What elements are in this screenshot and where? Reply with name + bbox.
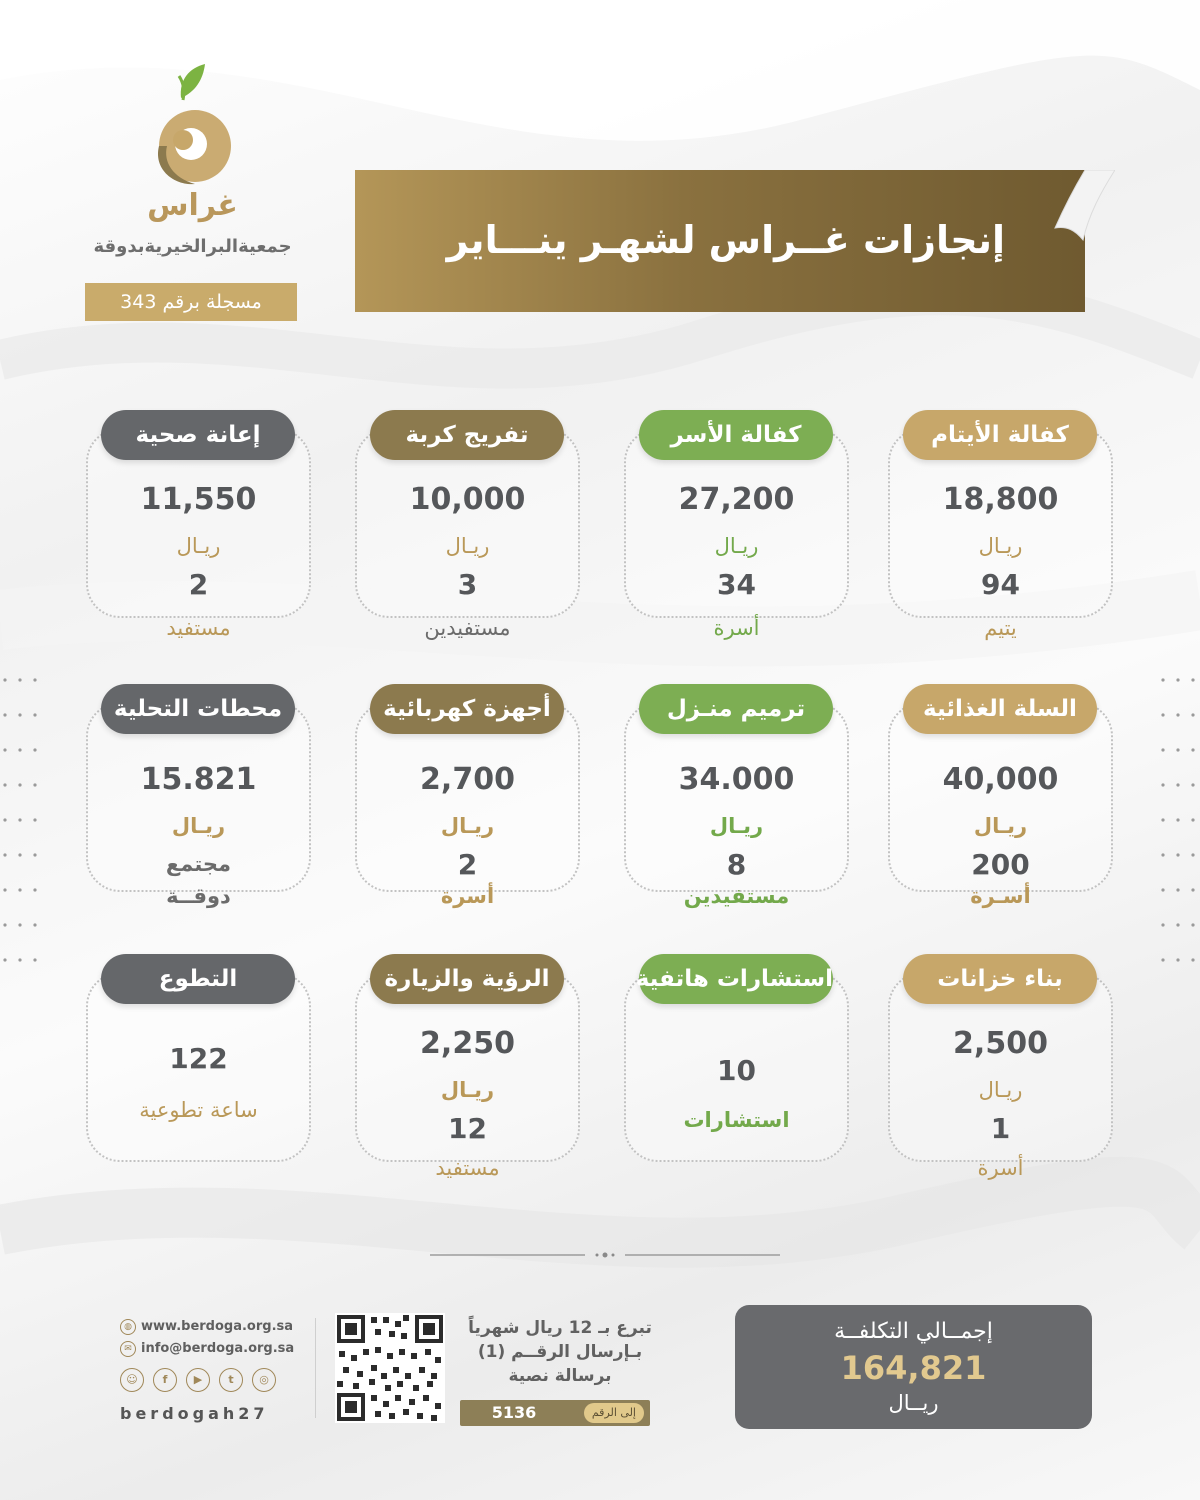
footer-separator — [315, 1318, 316, 1418]
social-icons — [120, 1368, 300, 1396]
ornament-divider — [430, 1252, 780, 1258]
card-title: إعانة صحية — [101, 410, 295, 460]
card-title: ترميم منـزل — [639, 684, 833, 734]
dot-pattern-right — [1155, 675, 1200, 965]
card-amount: 2,500 — [953, 1026, 1048, 1061]
registration-badge: مسجلة برقم 343 — [85, 283, 297, 321]
card-currency: ريـال — [440, 814, 495, 838]
mail-icon: ✉ — [120, 1341, 136, 1357]
total-cost-value: 164,821 — [840, 1349, 987, 1387]
card-amount: 18,800 — [942, 482, 1059, 517]
card-unit: ساعة تطوعية — [139, 1098, 258, 1122]
donation-number: 5136 — [491, 1403, 537, 1422]
donation-line-2: بـإرسال الرقــم (1) — [477, 1342, 643, 1362]
card-unit: يتيم — [984, 616, 1017, 640]
card-health-aid — [86, 410, 311, 640]
card-currency: ريـال — [445, 534, 490, 558]
card-unit: أسرة — [440, 884, 495, 908]
card-count: 122 — [169, 1042, 228, 1075]
card-currency: ريـال — [440, 1078, 495, 1102]
total-cost-currency: ريــال — [888, 1391, 939, 1415]
facebook-icon[interactable]: f — [153, 1368, 177, 1392]
card-orphan-sponsorship — [888, 410, 1113, 640]
organization-name: جمعيةالبرالخيريةبدوقة — [93, 236, 292, 257]
qr-code[interactable] — [335, 1313, 445, 1423]
card-currency: ريـال — [176, 534, 221, 558]
card-currency: ريـال — [978, 1078, 1023, 1102]
card-title: الرؤية والزيارة — [370, 954, 564, 1004]
card-amount: 11,550 — [140, 482, 257, 517]
card-unit: مستفيد — [166, 616, 231, 640]
email-row[interactable] — [120, 1338, 300, 1360]
email-link[interactable]: info@berdoga.org.sa — [141, 1341, 295, 1356]
card-title: السلة الغذائية — [903, 684, 1097, 734]
card-count: 34 — [717, 568, 756, 601]
website-row[interactable] — [120, 1316, 300, 1338]
total-cost-box — [735, 1305, 1092, 1429]
card-unit: استشارات — [683, 1108, 790, 1132]
total-cost-label: إجمــالي التكلفــة — [834, 1319, 993, 1344]
donation-instructions — [460, 1316, 660, 1422]
card-unit: أسرة — [977, 1156, 1024, 1180]
card-count: 200 — [971, 848, 1030, 881]
card-unit: أسـرة — [970, 884, 1031, 908]
card-relief — [355, 410, 580, 640]
card-count: 10 — [717, 1054, 756, 1087]
card-volunteering — [86, 954, 311, 1162]
card-currency: ريـال — [709, 814, 764, 838]
page-title: إنجازات غــراس لشهـر ينـــاير — [446, 218, 1005, 262]
card-unit-secondary: دوقــة — [166, 884, 231, 908]
card-unit: أسرة — [713, 616, 760, 640]
card-title: بناء خزانات — [903, 954, 1097, 1004]
page-curl-icon — [1005, 170, 1115, 312]
card-currency: ريـال — [978, 534, 1023, 558]
card-unit: مستفيد — [435, 1156, 500, 1180]
card-unit: مجتمع — [165, 852, 232, 876]
title-banner — [355, 170, 1115, 312]
leaf-seed-icon — [123, 60, 263, 190]
card-amount: 2,250 — [420, 1026, 515, 1061]
dot-pattern-left — [0, 675, 45, 965]
card-currency: ريـال — [171, 814, 226, 838]
card-amount: 40,000 — [942, 762, 1059, 797]
card-unit: مستفيدين — [424, 616, 511, 640]
card-title: استشارات هاتفية — [639, 954, 833, 1004]
card-title: أجهزة كهربائية — [370, 684, 564, 734]
card-currency: ريـال — [973, 814, 1028, 838]
donation-line-1: تبرع بـ 12 ريال شهرياً — [468, 1318, 652, 1338]
card-phone-consultations — [624, 954, 849, 1162]
donation-line-3: برسالة نصية — [508, 1366, 612, 1386]
website-link[interactable]: www.berdoga.org.sa — [141, 1319, 294, 1334]
globe-icon: ◍ — [120, 1319, 136, 1335]
card-amount: 10,000 — [409, 482, 526, 517]
card-count: 94 — [981, 568, 1020, 601]
card-home-renovation — [624, 684, 849, 908]
organization-logo — [80, 60, 305, 313]
contact-info — [120, 1316, 300, 1423]
card-currency: ريـال — [714, 534, 759, 558]
card-count: 2 — [457, 848, 478, 881]
card-title: تفريج كربة — [370, 410, 564, 460]
card-electrical-appliances — [355, 684, 580, 908]
card-amount: 2,700 — [420, 762, 515, 797]
snapchat-icon[interactable]: ☺ — [120, 1368, 144, 1392]
card-title: محطات التحلية — [101, 684, 295, 734]
instagram-icon[interactable]: ◎ — [252, 1368, 276, 1392]
card-count: 12 — [448, 1112, 487, 1145]
card-tank-building — [888, 954, 1113, 1180]
logo-name: غراس — [147, 188, 238, 223]
card-desalination-stations — [86, 684, 311, 908]
card-count: 1 — [990, 1112, 1011, 1145]
donation-number-bar — [460, 1400, 650, 1426]
card-title: كفالة الأيتام — [903, 410, 1097, 460]
card-amount: 34.000 — [678, 762, 795, 797]
card-count: 8 — [726, 848, 747, 881]
card-amount: 27,200 — [678, 482, 795, 517]
twitter-icon[interactable]: t — [219, 1368, 243, 1392]
social-handle: berdogah27 — [120, 1404, 269, 1423]
card-count: 2 — [188, 568, 209, 601]
card-count: 3 — [457, 568, 478, 601]
card-unit: مستفيدين — [683, 884, 790, 908]
card-title: التطوع — [101, 954, 295, 1004]
card-family-sponsorship — [624, 410, 849, 640]
card-title: كفالة الأسر — [639, 410, 833, 460]
card-food-basket — [888, 684, 1113, 908]
card-vision-visit — [355, 954, 580, 1180]
card-amount: 15.821 — [140, 762, 257, 797]
youtube-icon[interactable]: ▶ — [186, 1368, 210, 1392]
donation-to-label: إلى الرقم — [584, 1403, 644, 1423]
